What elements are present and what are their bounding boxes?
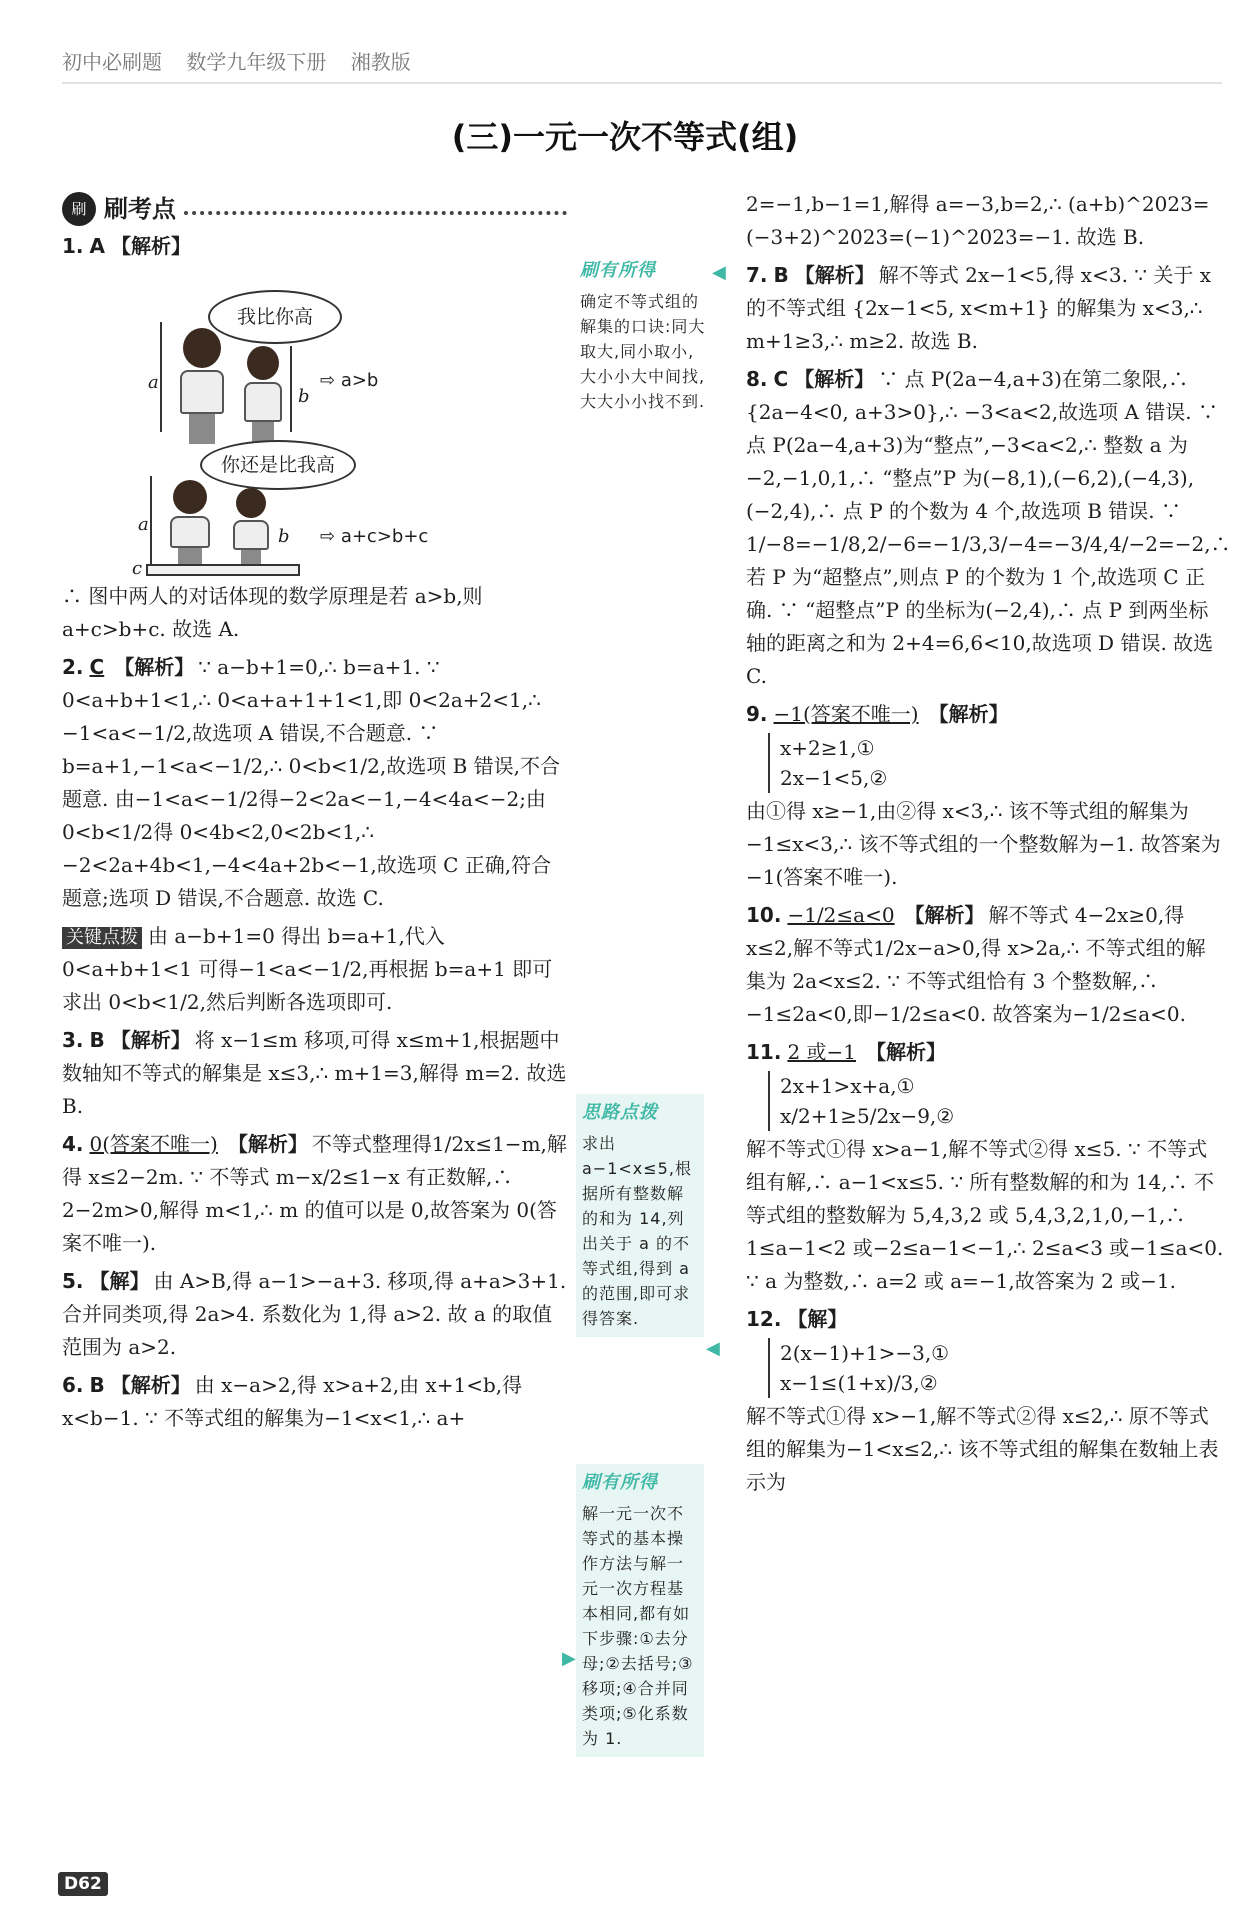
question-number: 5. [62, 1269, 84, 1293]
running-header [62, 46, 429, 75]
question-11 [746, 1036, 1224, 1298]
question-number: 12. [746, 1307, 782, 1331]
height-a-line [160, 322, 162, 432]
pointer-arrow-icon: ◀ [712, 262, 726, 283]
key-point-tag: 关键点拨 [62, 927, 142, 949]
inequality-2: x/2+1≥5/2x−9,② [780, 1104, 955, 1128]
header-divider [62, 82, 1222, 84]
tall-boy-figure [176, 328, 228, 444]
fill-answer: −1/2≤a<0 [787, 903, 895, 927]
side-note-text: 求出 a−1<x≤5,根据所有整数解的和为 14,列出关于 a 的不等式组,得到 a 的范围,即可求得答案. [582, 1134, 692, 1328]
legs [189, 414, 215, 444]
question-3 [62, 1024, 567, 1123]
fill-answer: −1(答案不唯一) [773, 702, 919, 726]
question-number: 1. [62, 234, 84, 258]
question-8-analysis: ∵ 点 P(2a−4,a+3)在第二象限,∴ {2a−4<0, a+3>0},∴ −3<a<2,故选项 A 错误. ∵ 点 P(2a−4,a+3)为“整点”,−3<a<2,∴ 整数 a 为−2,−1,0,1,∴ “整点”P 为(−8,1),(−6,2),(−4,3),(−2,4),∴ 点 P 的个数为 4 个,故选项 B 错误. ∵ 1/−8=−1/8,2/−6=−1/3,3/−4=−3/4,4/−2=−2,∴ 若 P 为“超整点”,则点 P 的个数为 1 个,故选项 C 正确. ∵ “超整点”P 的坐标为(−2,4),∴ 点 P 到两坐标轴的距离之和为 2+4=6,6<10,故选项 D 错误. 故选 C. [746, 367, 1231, 688]
question-2-analysis: ∵ a−b+1=0,∴ b=a+1. ∵ 0<a+b+1<1,∴ 0<a+a+1+1<1,即 0<2a+2<1,∴ −1<a<−1/2,故选项 A 错误,不合题意. ∵ b=a+1,−1<a<−1/2,∴ 0<b<1/2,故选项 B 错误,不合题意. 由−1<a<−1/2得−2<2a<−1,−4<4a<−2;由 0<b<1/2得 0<4b<2,0<2b<1,∴ −2<2a+4b<1,−4<4a+2b<−1,故选项 C 正确,符合题意;选项 D 错误,不合题意. 故选 C. [62, 655, 560, 910]
question-8 [746, 363, 1231, 693]
side-note-title: 思路点拨 [582, 1102, 658, 1123]
analysis-tag: 【解析】 [227, 1132, 308, 1156]
question-7-analysis: 解不等式 2x−1<5,得 x<3. ∵ 关于 x 的不等式组 {2x−1<5, x<m+1} 的解集为 x<3,∴ m+1≥3,∴ m≥2. 故选 B. [746, 263, 1212, 353]
shirt [180, 370, 224, 414]
height-comparison-figure [62, 268, 567, 579]
question-number: 7. [746, 263, 768, 287]
inequality-system [768, 1071, 1224, 1131]
inequality-1: 2(x−1)+1>−3,① [780, 1341, 950, 1365]
answer-choice: C [773, 367, 789, 391]
height-b-line [290, 346, 292, 432]
analysis-tag: 【解析】 [928, 702, 1009, 726]
question-number: 10. [746, 903, 782, 927]
subject-name: 数学九年级下册 [186, 50, 327, 74]
question-number: 9. [746, 702, 768, 726]
question-7 [746, 259, 1224, 358]
label-a: a [138, 514, 149, 535]
result-a-plus-c: a+c>b+c [340, 526, 429, 547]
question-number: 4. [62, 1132, 84, 1156]
side-note-title: 刷有所得 [582, 1472, 658, 1493]
brush-icon: 刷 [62, 192, 96, 226]
dotted-rule [184, 211, 567, 215]
answer-choice: B [773, 263, 789, 287]
side-note-text: 确定不等式组的解集的口诀:同大取大,同小取小,大小小大中间找,大大小小找不到. [580, 292, 706, 411]
question-6-analysis: 由 x−a>2,得 x>a+2,由 x+1<b,得 x<b−1. ∵ 不等式组的解集为−1<x<1,∴ a+ [62, 1373, 523, 1430]
short-boy-figure [230, 488, 272, 568]
key-point [62, 920, 567, 1019]
analysis-tag: 【解析】 [110, 1373, 191, 1397]
question-10 [746, 899, 1224, 1031]
head [173, 480, 207, 514]
analysis-tag: 【解析】 [866, 1040, 947, 1064]
question-5 [62, 1265, 567, 1364]
solution-tag: 【解】 [787, 1307, 848, 1331]
inequality-1: x+2≥1,① [780, 736, 875, 760]
pointer-arrow-icon: ◀ [706, 1338, 720, 1359]
question-4 [62, 1128, 567, 1260]
edition-name: 湘教版 [350, 50, 411, 74]
inequality-2: 2x−1<5,② [780, 766, 888, 790]
head [236, 488, 266, 518]
side-note-text: 解一元一次不等式的基本操作方法与解一元一次方程基本相同,都有如下步骤:①去分母;②去括号;③移项;④合并同类项;⑤化系数为 1. [582, 1504, 694, 1748]
solution-tag: 【解】 [89, 1269, 150, 1293]
question-6-continued: 2=−1,b−1=1,解得 a=−3,b=2,∴ (a+b)^2023=(−3+2)^2023=(−1)^2023=−1. 故选 B. [746, 192, 1210, 249]
right-column [746, 188, 1231, 1504]
question-3-analysis: 将 x−1≤m 移项,可得 x≤m+1,根据题中数轴知不等式的解集是 x≤3,∴ m+1=3,解得 m=2. 故选 B. [62, 1028, 567, 1118]
analysis-tag: 【解析】 [904, 903, 985, 927]
answer-choice: A [89, 234, 105, 258]
fill-answer: 2 或−1 [787, 1040, 857, 1064]
question-number: 11. [746, 1040, 782, 1064]
speech-bubble: 你还是比我高 [200, 440, 356, 490]
question-4-analysis: 不等式整理得1/2x≤1−m,解得 x≤2−2m. ∵ 不等式 m−x/2≤1−x 有正数解,∴ 2−2m>0,解得 m<1,∴ m 的值可以是 0,故答案为 0(答案不唯一). [62, 1132, 567, 1255]
analysis-tag: 【解析】 [114, 655, 195, 679]
fill-answer: 0(答案不唯一) [89, 1132, 218, 1156]
pointer-arrow-icon: ▶ [562, 1648, 576, 1669]
analysis-tag: 【解析】 [794, 263, 875, 287]
question-number: 3. [62, 1028, 84, 1052]
answer-choice: B [89, 1028, 105, 1052]
question-number: 2. [62, 655, 84, 679]
label-b: b [298, 386, 310, 407]
question-6 [62, 1369, 567, 1435]
page-number: D62 [58, 1872, 108, 1896]
question-9 [746, 698, 1224, 894]
question-12-solution: 解不等式①得 x>−1,解不等式②得 x≤2,∴ 原不等式组的解集为−1<x≤2,∴ 该不等式组的解集在数轴上表示为 [746, 1404, 1219, 1494]
answer-choice: C [89, 655, 105, 679]
head [247, 346, 279, 380]
question-1 [62, 230, 567, 263]
inequality-1: 2x+1>x+a,① [780, 1074, 915, 1098]
speech-bubble: 我比你高 [208, 290, 342, 344]
head [183, 328, 221, 368]
inequality-2: x−1≤(1+x)/3,② [780, 1371, 938, 1395]
section-title: (三)一元一次不等式(组) [451, 118, 799, 156]
side-note-solution-set [580, 258, 706, 414]
short-boy-figure [240, 346, 286, 448]
label-a: a [148, 372, 159, 393]
answer-choice: B [89, 1373, 105, 1397]
height-a-line [150, 476, 152, 566]
section-badge-label: 刷考点 [104, 194, 176, 223]
label-c: c [132, 558, 143, 579]
question-5-solution: 由 A>B,得 a−1>−a+3. 移项,得 a+a>3+1. 合并同类项,得 2a>4. 系数化为 1,得 a>2. 故 a 的取值范围为 a>2. [62, 1269, 567, 1359]
question-1-conclusion: ∴ 图中两人的对话体现的数学原理是若 a>b,则 a+c>b+c. 故选 A. [62, 584, 483, 641]
series-name: 初中必刷题 [62, 50, 162, 74]
question-number: 8. [746, 367, 768, 391]
result-arrow-top: ⇨ a>b [320, 370, 379, 391]
question-9-analysis: 由①得 x≥−1,由②得 x<3,∴ 该不等式组的解集为−1≤x<3,∴ 该不等式组的一个整数解为−1. 故答案为−1(答案不唯一). [746, 799, 1221, 889]
question-number: 6. [62, 1373, 84, 1397]
result-a-gt-b: a>b [340, 370, 379, 391]
tall-boy-figure [166, 480, 214, 568]
inequality-system [768, 1338, 1224, 1398]
step-box [146, 564, 300, 576]
question-10-analysis: 解不等式 4−2x≥0,得 x≤2,解不等式1/2x−a>0,得 x>2a,∴ 不等式组的解集为 2a<x≤2. ∵ 不等式组恰有 3 个整数解,∴ −1≤2a<0,即−1/2≤a<0. 故答案为−1/2≤a<0. [746, 903, 1206, 1026]
key-point-text: 由 a−b+1=0 得出 b=a+1,代入 0<a+b+1<1 可得−1<a<−1/2,再根据 b=a+1 即可求出 0<b<1/2,然后判断各选项即可. [62, 924, 553, 1014]
shirt [233, 520, 269, 550]
shirt [170, 516, 210, 548]
label-b: b [278, 526, 290, 547]
side-note-steps [576, 1464, 704, 1757]
result-arrow-bottom: ⇨ a+c>b+c [320, 526, 429, 547]
analysis-tag: 【解析】 [110, 1028, 191, 1052]
question-12 [746, 1303, 1224, 1499]
left-column [62, 192, 567, 1440]
side-note-approach [576, 1094, 704, 1337]
analysis-tag: 【解析】 [111, 234, 191, 258]
inequality-system [768, 733, 1224, 793]
section-badge [62, 192, 567, 226]
question-11-analysis: 解不等式①得 x>a−1,解不等式②得 x≤5. ∵ 不等式组有解,∴ a−1<x≤5. ∵ 所有整数解的和为 14,∴ 不等式组的整数解为 5,4,3,2 或 5,4,3,2,1,0,−1,∴ 1≤a−1<2 或−2≤a−1<−1,∴ 2≤a<3 或−1≤a<0. ∵ a 为整数,∴ a=2 或 a=−1,故答案为 2 或−1. [746, 1137, 1224, 1293]
analysis-tag: 【解析】 [794, 367, 875, 391]
side-note-title: 刷有所得 [580, 260, 656, 281]
question-2 [62, 651, 567, 915]
shirt [244, 382, 282, 422]
